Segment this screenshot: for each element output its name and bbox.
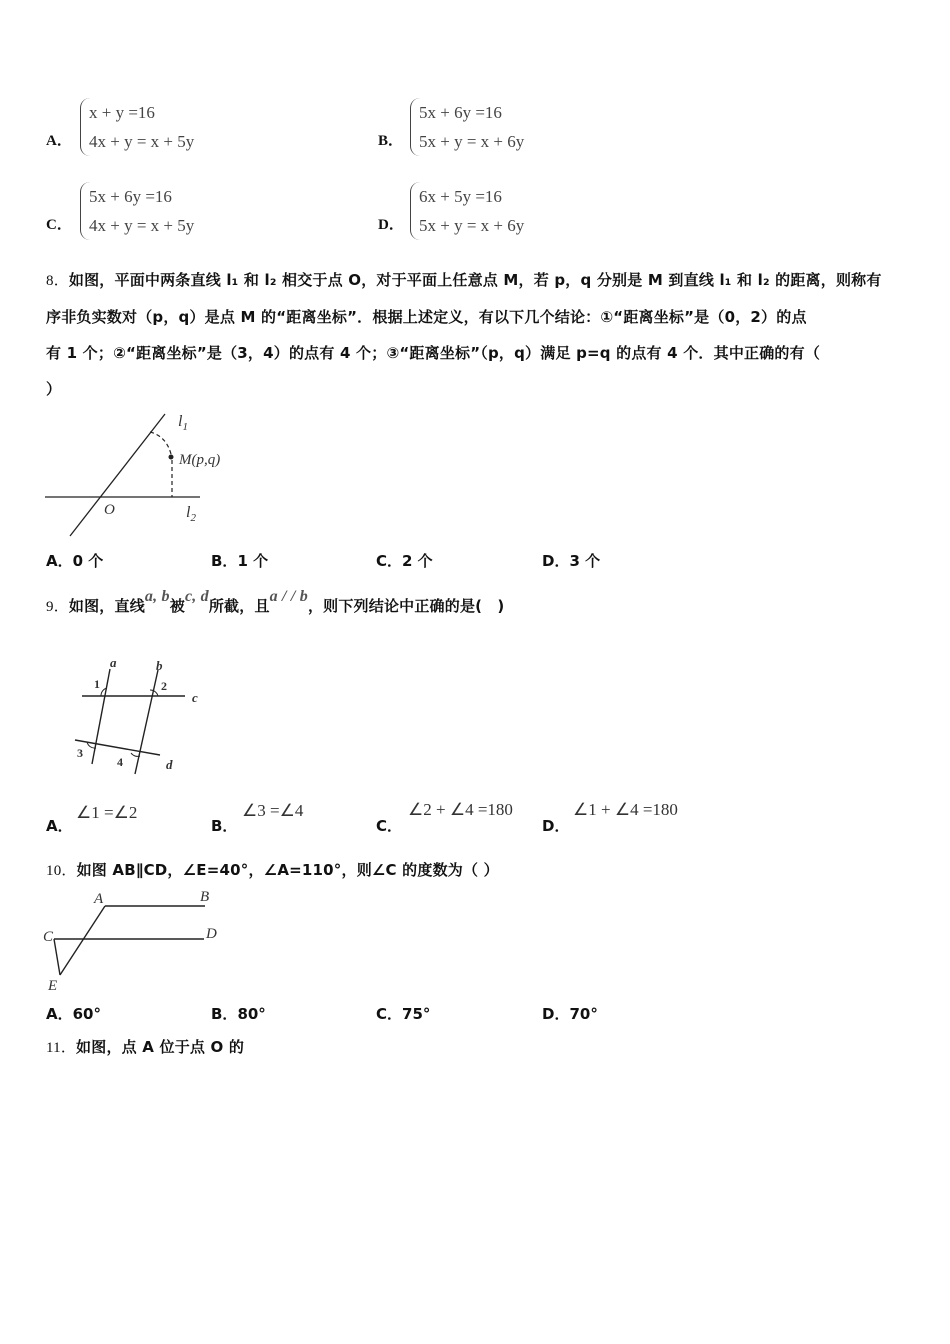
q7-option-d-system: [410, 182, 524, 240]
q11-number: 11．: [46, 1040, 77, 1056]
q7-option-d-eq1: 6x + 5y =16: [419, 187, 502, 206]
q9-math-1: a, b: [144, 588, 170, 605]
q9-number: 9．: [46, 599, 69, 615]
q7-option-a-eq1: x + y =16: [89, 103, 155, 122]
q11-question: [46, 1029, 244, 1066]
q7-option-c-label: C．: [46, 217, 72, 233]
q7-option-c-eq1: 5x + 6y =16: [89, 187, 172, 206]
q8-option-b: B．1 个: [211, 552, 269, 570]
q9-option-a-label: A．: [46, 817, 73, 835]
q10-fig-c: C: [43, 929, 54, 945]
q8-line4: ）: [46, 380, 62, 398]
q9-option-a-math: ∠1 =∠2: [76, 803, 138, 822]
q9-text-1: 如图，直线: [68, 597, 145, 615]
q7-option-b-system: [410, 98, 524, 156]
q7-option-d-eq2: 5x + y = x + 6y: [419, 216, 525, 235]
q8-option-a: A．0 个: [46, 552, 104, 570]
q9-fig-c: c: [192, 690, 198, 705]
q9-fig-b: b: [156, 658, 163, 673]
q9-fig-1: 1: [94, 677, 100, 691]
q9-fig-2: 2: [161, 679, 167, 693]
q10-fig-e: E: [48, 978, 58, 994]
q8-number: 8．: [46, 273, 69, 289]
q8-figure: [40, 404, 240, 540]
q8-line3: 有 1 个；②“距离坐标”是（3，4）的点有 4 个；③“距离坐标”（p，q）满足 p=q 的点有 4 个．其中正确的有（: [46, 344, 821, 362]
q11-text: 如图，点 A 位于点 O 的: [76, 1038, 245, 1056]
q10-fig-d: D: [206, 926, 217, 942]
q7-option-b-eq2: 5x + y = x + 6y: [419, 132, 525, 151]
q9-math-3: a / / b: [269, 588, 308, 605]
q9-option-c-label: C．: [376, 817, 403, 835]
q10-figure: [40, 886, 230, 996]
q9-fig-a: a: [110, 655, 117, 670]
q7-option-a-label: A．: [46, 133, 72, 149]
q7-option-a-system: [80, 98, 194, 156]
q8-option-c: C．2 个: [376, 552, 433, 570]
q9-fig-3: 3: [77, 746, 83, 760]
q9-math-2: c, d: [184, 588, 209, 605]
q9-option-c-math: ∠2 + ∠4 =180: [408, 800, 513, 819]
q9-text-3: 所截，且: [208, 597, 270, 615]
q10-number: 10．: [46, 863, 77, 879]
q7-option-b-eq1: 5x + 6y =16: [419, 103, 502, 122]
q9-option-d-math: ∠1 + ∠4 =180: [573, 800, 678, 819]
q7-option-d-label: D．: [378, 217, 404, 233]
q9-fig-4: 4: [117, 755, 123, 769]
q9-option-b-math: ∠3 =∠4: [242, 801, 304, 820]
q10-text: 如图 AB∥CD，∠E=40°，∠A=110°，则∠C 的度数为（ ）: [76, 861, 499, 879]
q10-option-a: A．60°: [46, 1005, 101, 1023]
q7-option-b-label: B．: [378, 133, 404, 149]
q9-figure: [70, 652, 220, 777]
q8-fig-l1: $l_1$: [178, 413, 188, 433]
q10-option-d: D．70°: [542, 1005, 598, 1023]
q10-fig-a: A: [94, 891, 104, 907]
q7-option-c-eq2: 4x + y = x + 5y: [89, 216, 195, 235]
q10-question: [46, 852, 499, 889]
q9-option-d-label: D．: [542, 817, 570, 835]
q8-line1: 如图，平面中两条直线 l₁ 和 l₂ 相交于点 O，对于平面上任意点 M，若 p，q 分别是 M 到直线 l₁ 和 l₂ 的距离，则称有: [68, 271, 882, 289]
q9-option-b-label: B．: [211, 817, 238, 835]
q9-text-2: 被: [169, 597, 185, 615]
q10-option-b: B．80°: [211, 1005, 266, 1023]
q9-text-4: ，则下列结论中正确的是( ): [307, 597, 505, 615]
q9-question: [46, 588, 504, 625]
q8-line2: 序非负实数对（p，q）是点 M 的“距离坐标”．根据上述定义，有以下几个结论：①“距离坐标”是（0，2）的点: [46, 308, 807, 326]
q8-question: [46, 262, 916, 407]
q8-fig-l2: $l_2$: [186, 504, 196, 524]
q8-fig-o: O: [104, 502, 115, 518]
q8-option-d: D．3 个: [542, 552, 601, 570]
q10-option-c: C．75°: [376, 1005, 431, 1023]
q10-fig-b: B: [200, 889, 210, 905]
q7-option-c-system: [80, 182, 194, 240]
q7-option-a-eq2: 4x + y = x + 5y: [89, 132, 195, 151]
q8-fig-m: M(p,q): [179, 452, 221, 468]
q9-fig-d: d: [166, 757, 173, 772]
